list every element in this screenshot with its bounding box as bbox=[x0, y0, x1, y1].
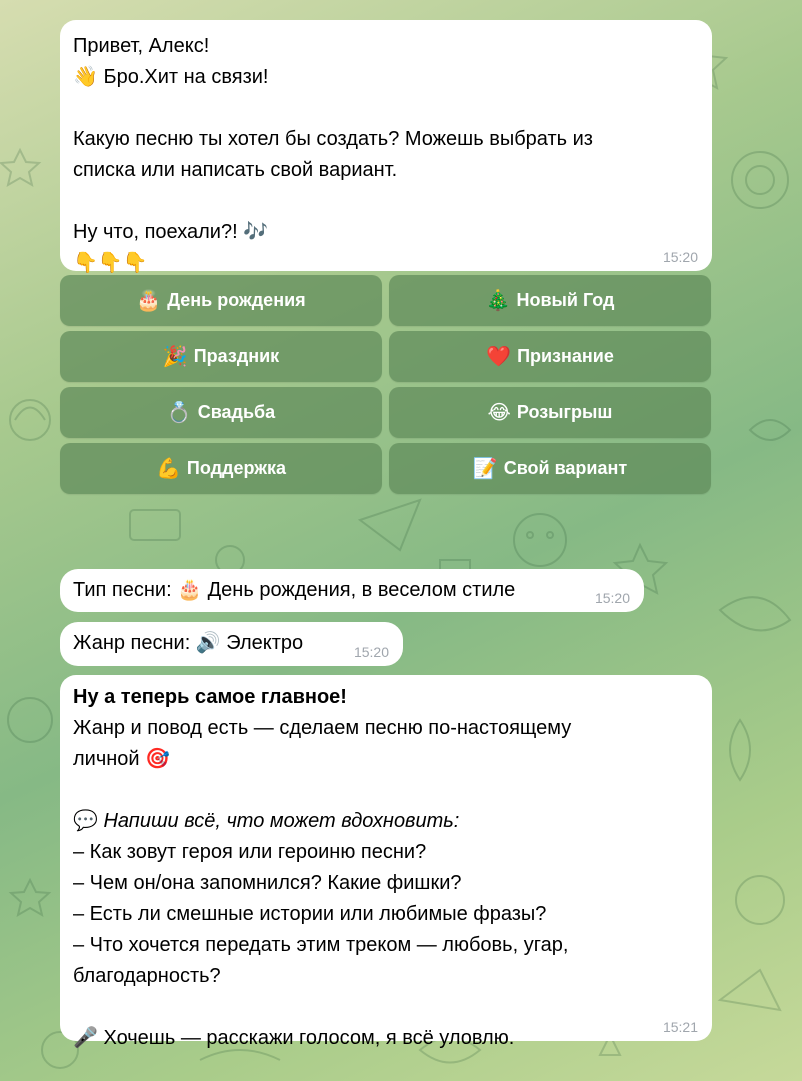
message-line bbox=[73, 775, 698, 806]
message-line: 👋 Бро.Хит на связи! bbox=[73, 66, 269, 88]
question-line: – Как зовут героя или героиню песни? bbox=[73, 841, 427, 863]
message-line bbox=[73, 93, 698, 124]
message-footer: 🎤 Хочешь — расскажи голосом, я всё уловлю. bbox=[73, 1027, 515, 1049]
bot-message-main-prompt bbox=[60, 675, 712, 1049]
keyboard-button-new-year[interactable] bbox=[389, 275, 711, 326]
message-line: Какую песню ты хотел бы создать? Можешь выбрать из bbox=[73, 128, 593, 150]
message-line: личной 🎯 bbox=[73, 748, 171, 770]
keyboard-button-support[interactable] bbox=[60, 443, 382, 494]
button-label: Праздник bbox=[193, 346, 280, 366]
prompt-line bbox=[73, 806, 698, 837]
keyboard-button-custom[interactable] bbox=[389, 443, 711, 494]
heart-icon: ❤️ bbox=[486, 346, 512, 368]
message-text: Тип песни: 🎂 День рождения, в веселом стиле bbox=[73, 579, 516, 601]
message-line bbox=[73, 186, 698, 217]
message-timestamp: 15:20 bbox=[353, 644, 389, 660]
question-line: – Чем он/она запомнился? Какие фишки? bbox=[73, 872, 462, 894]
memo-icon: 📝 bbox=[472, 458, 498, 480]
flexed-biceps-icon: 💪 bbox=[155, 458, 181, 480]
message-line: списка или написать свой вариант. bbox=[73, 159, 398, 181]
button-label: Признание bbox=[517, 346, 614, 366]
bot-message-song-type bbox=[60, 569, 644, 612]
prompt-text: Напиши всё, что может вдохновить: bbox=[103, 810, 460, 832]
laughing-face-icon: 😂 bbox=[487, 402, 511, 424]
button-label: Новый Год bbox=[516, 290, 615, 310]
keyboard-button-confession[interactable] bbox=[389, 331, 711, 382]
keyboard-button-wedding[interactable] bbox=[60, 387, 382, 438]
message-line: 👇👇👇 bbox=[73, 252, 148, 274]
message-timestamp: 15:21 bbox=[662, 1019, 698, 1035]
keyboard-button-birthday[interactable] bbox=[60, 275, 382, 326]
message-line bbox=[73, 992, 698, 1023]
button-label: Поддержка bbox=[186, 458, 286, 478]
message-line: Жанр и повод есть — сделаем песню по-настоящему bbox=[73, 717, 572, 739]
keyboard-button-prank[interactable] bbox=[389, 387, 711, 438]
message-line: Привет, Алекс! bbox=[73, 35, 210, 57]
christmas-tree-icon: 🎄 bbox=[485, 290, 511, 312]
message-title: Ну а теперь самое главное! bbox=[73, 686, 347, 708]
cake-icon: 🎂 bbox=[136, 290, 162, 312]
message-text: Жанр песни: 🔊 Электро bbox=[73, 632, 304, 654]
question-line: – Есть ли смешные истории или любимые фразы? bbox=[73, 903, 547, 925]
button-label: Свой вариант bbox=[503, 458, 628, 478]
keyboard-button-holiday[interactable] bbox=[60, 331, 382, 382]
button-label: Свадьба bbox=[197, 402, 276, 422]
message-timestamp: 15:20 bbox=[662, 249, 698, 265]
message-timestamp: 15:20 bbox=[594, 590, 630, 606]
button-label: День рождения bbox=[167, 290, 306, 310]
button-label: Розыгрыш bbox=[516, 402, 613, 422]
message-line: Ну что, поехали?! 🎶 bbox=[73, 221, 269, 243]
question-line: – Что хочется передать этим треком — любовь, угар, bbox=[73, 934, 569, 956]
party-popper-icon: 🎉 bbox=[162, 346, 188, 368]
bot-message-greeting bbox=[60, 20, 712, 274]
ring-icon: 💍 bbox=[166, 402, 192, 424]
question-line: благодарность? bbox=[73, 965, 221, 987]
speech-balloon-icon: 💬 bbox=[73, 810, 98, 832]
bot-message-genre bbox=[60, 622, 403, 666]
